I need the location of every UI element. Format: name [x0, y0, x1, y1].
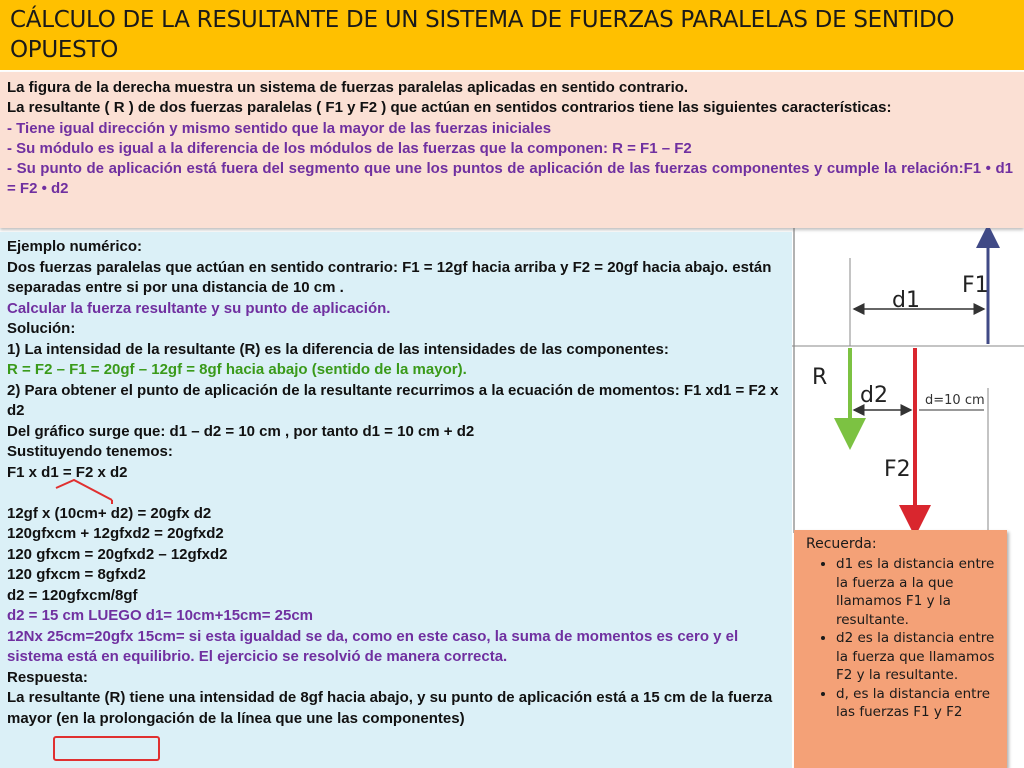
- example-line: Ejemplo numérico:: [7, 238, 143, 255]
- page-title: CÁLCULO DE LA RESULTANTE DE UN SISTEMA DE FUERZAS PARALELAS DE SENTIDO OPUESTO: [10, 7, 955, 63]
- r-label: R: [812, 365, 828, 390]
- force-diagram: [792, 228, 1024, 533]
- intro-point-2: - Su módulo es igual a la diferencia de los módulos de las fuerzas que la componen: R = F1 – F2: [7, 139, 692, 157]
- example-line: 120 gfxcm = 8gfxd2: [7, 566, 146, 583]
- blank-line: [7, 483, 782, 504]
- intro-panel: [0, 72, 1024, 228]
- reminder-list: [806, 555, 1006, 722]
- example-line: 1) La intensidad de la resultante (R) es la diferencia de las intensidades de las componentes:: [7, 340, 669, 358]
- example-line: 12Nx 25cm=20gfx 15cm= si esta igualdad se da, como en este caso, la suma de momentos es cero y el sistema está en equilibrio. El ejercicio se resolvió de manera correcta.: [7, 627, 739, 665]
- d-label: d=10 cm: [925, 393, 985, 408]
- title-bar: [0, 0, 1024, 70]
- intro-line-2: La resultante ( R ) de dos fuerzas paralelas ( F1 y F2 ) que actúan en sentidos contrarios tiene las siguientes características:: [7, 99, 892, 117]
- reminder-title: Recuerda:: [806, 536, 877, 552]
- example-line: Respuesta:: [7, 668, 88, 686]
- f2-label: F2: [884, 457, 911, 482]
- example-line: 12gf x (10cm+ d2) = 20gfx d2: [7, 504, 212, 522]
- reminder-item: • d1 es la distancia entre la fuerza a la que llamamos F1 y la resultante.: [836, 555, 1006, 629]
- reminder-box: [794, 530, 1007, 768]
- example-line: F1 x d1 = F2 x d2: [7, 463, 128, 481]
- example-line: 2) Para obtener el punto de aplicación de la resultante recurrimos a la ecuación de momentos: F1 xd1 = F2 x d2: [7, 381, 779, 419]
- reminder-item: • d, es la distancia entre las fuerzas F1 y F2: [836, 685, 1006, 722]
- example-panel: [0, 232, 792, 768]
- highlight-box: [53, 736, 160, 761]
- d2-label: d2: [860, 383, 888, 408]
- example-line: 120gfxcm + 12gfxd2 = 20gfxd2: [7, 525, 224, 542]
- d1-label: d1: [892, 288, 920, 313]
- example-line: La resultante (R) tiene una intensidad de 8gf hacia abajo, y su punto de aplicación está a 15 cm de la fuerza mayor (en la prolongación de la línea que une las componentes): [7, 689, 773, 727]
- example-line: Dos fuerzas paralelas que actúan en sentido contrario: F1 = 12gf hacia arriba y F2 = 20gf hacia abajo. están separadas entre si por una distancia de 10 cm .: [7, 258, 772, 296]
- example-line: d2 = 15 cm LUEGO d1= 10cm+15cm= 25cm: [7, 607, 314, 624]
- intro-line-1: La figura de la derecha muestra un sistema de fuerzas paralelas aplicadas en sentido contrario.: [7, 79, 689, 96]
- reminder-item: • d2 es la distancia entre la fuerza que llamamos F2 y la resultante.: [836, 629, 1006, 685]
- example-line: Solución:: [7, 320, 76, 337]
- example-line: Sustituyendo tenemos:: [7, 443, 173, 460]
- intro-text: [7, 78, 1013, 200]
- intro-point-3: - Su punto de aplicación está fuera del segmento que une los puntos de aplicación de las fuerzas componentes y cumple la relación:F1 • d1 = F2 • d2: [7, 160, 1013, 198]
- example-line: d2 = 120gfxcm/8gf: [7, 586, 138, 604]
- f1-label: F1: [962, 273, 989, 298]
- example-line: R = F2 – F1 = 20gf – 12gf = 8gf hacia abajo (sentido de la mayor).: [7, 361, 467, 378]
- intro-point-1: - Tiene igual dirección y mismo sentido que la mayor de las fuerzas iniciales: [7, 119, 552, 137]
- example-line: Del gráfico surge que: d1 – d2 = 10 cm , por tanto d1 = 10 cm + d2: [7, 422, 475, 440]
- example-line: Calcular la fuerza resultante y su punto de aplicación.: [7, 299, 391, 317]
- example-line: 120 gfxcm = 20gfxd2 – 12gfxd2: [7, 545, 228, 563]
- example-text: [7, 237, 782, 729]
